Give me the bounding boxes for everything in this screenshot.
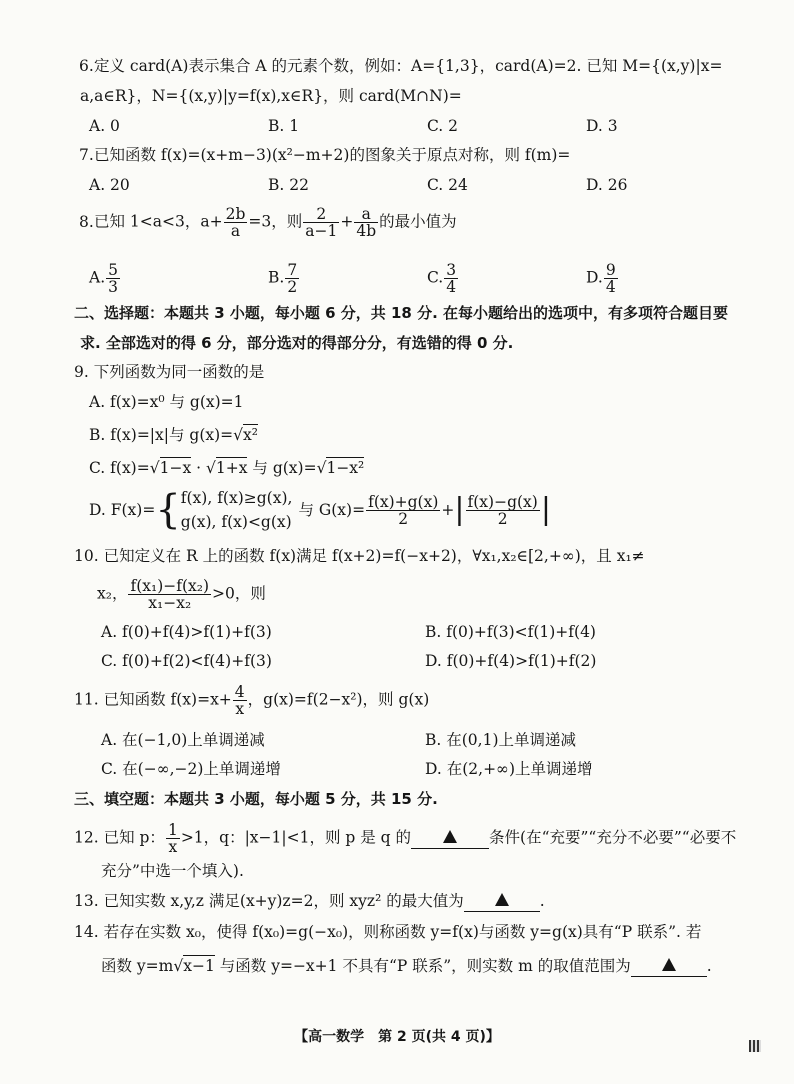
q9-text: 9. 下列函数为同一函数的是: [74, 363, 265, 381]
q8-frac1-num: 2b: [225, 205, 246, 223]
q8-option-a-num: 5: [108, 261, 118, 279]
q12-text-pre: 12. 已知 p：: [74, 828, 165, 847]
q12-text-line2: 充分”中选一个填入).: [101, 862, 244, 880]
q9-d-frac1-den: 2: [398, 509, 409, 528]
q11-text-post: ，g(x)=f(2−x²)，则 g(x): [247, 690, 430, 709]
q8-option-b-num: 7: [287, 261, 298, 279]
q8-option-a: [89, 262, 121, 295]
q9-d-abs-left: |: [454, 492, 465, 527]
section-2-text-2: 求. 全部选对的得 6 分，部分选对的得部分分，有选错的得 0 分.: [80, 334, 514, 352]
q9-c-text: C. f(x)=√: [89, 459, 160, 477]
q8-frac-2b-over-a: [224, 206, 248, 239]
q12-text-post: 条件(在“充要”“充分不必要”“必要不: [489, 828, 737, 847]
q11-frac-num: 4: [234, 683, 245, 701]
q14-text-line1: 14. 若存在实数 x₀，使得 f(x₀)=g(−x₀)，则称函数 y=f(x)与函数 y=g(x)具有“P 联系”. 若: [74, 923, 702, 941]
q8-option-d-label: D.: [586, 268, 603, 287]
q9-option-d: [89, 484, 551, 536]
q12-frac-den: x: [168, 838, 178, 856]
q8-option-c: [427, 262, 459, 295]
q8-option-a-den: 3: [108, 278, 118, 296]
q9-d-cases: [181, 486, 293, 534]
q13-answer-blank[interactable]: [464, 891, 540, 912]
q7-option-b: B. 22: [268, 176, 309, 194]
q11-option-c: C. 在(−∞,−2)上单调递增: [101, 760, 281, 778]
q8-option-c-label: C.: [427, 268, 444, 287]
q10-text-line1: 10. 已知定义在 R 上的函数 f(x)满足 f(x+2)=f(−x+2)，∀x₁,x₂∈[2,+∞)，且 x₁≠: [74, 547, 645, 565]
q9-d-case1: f(x), f(x)≥g(x),: [180, 489, 293, 507]
q10-text-pre: x₂，: [97, 584, 128, 603]
q8-frac2-num: 2: [303, 206, 339, 223]
q14-text-post: .: [706, 957, 712, 975]
q7-option-a: A. 20: [89, 176, 130, 194]
q12-frac-num: 1: [167, 821, 178, 839]
q8-frac3-num: a: [354, 206, 378, 223]
q10-frac: [128, 578, 211, 611]
q14-expression: [101, 956, 712, 977]
q8-option-c-num: 3: [446, 261, 457, 279]
q10-option-b: B. f(0)+f(3)<f(1)+f(4): [425, 623, 596, 641]
page-footer: [0, 1026, 794, 1046]
q14-radicand: x−1: [183, 957, 215, 975]
q6-number: 6.: [79, 57, 94, 75]
triangle-icon: [495, 893, 509, 906]
section-3-text: 三、填空题：本题共 3 小题，每小题 5 分，共 15 分.: [74, 790, 438, 808]
q6-option-b: B. 1: [268, 117, 300, 135]
q9-b-text: B. f(x)=|x|与 g(x)=√: [89, 426, 244, 444]
q11-frac-den: x: [235, 700, 245, 718]
q9-c-radicand3: 1−x²: [326, 459, 365, 477]
q8-option-d-den: 4: [605, 278, 616, 296]
q9-c-mid: · √: [191, 459, 216, 477]
triangle-icon: [443, 830, 457, 843]
q7-option-c: C. 24: [427, 176, 468, 194]
q7-number: 7.: [79, 146, 94, 164]
q8-text-mid: =3，则: [248, 212, 303, 231]
q7-option-d: D. 26: [586, 176, 628, 194]
q6-text-line2: a,a∈R}，N={(x,y)|y=f(x),x∈R}，则 card(M∩N)=: [80, 87, 462, 105]
q9-c-radicand2: 1+x: [215, 459, 248, 477]
q10-option-a: A. f(0)+f(4)>f(1)+f(3): [101, 623, 272, 641]
q9-d-frac1-num: f(x)+g(x): [368, 492, 439, 511]
q10-frac-den: x₁−x₂: [148, 594, 192, 612]
q10-expression: [97, 578, 266, 611]
q13-text: 13. 已知实数 x,y,z 满足(x+y)z=2，则 xyz² 的最大值为: [74, 892, 464, 910]
q14-text-mid: 与函数 y=−x+1 不具有“P 联系”，则实数 m 的取值范围为: [214, 957, 631, 975]
q8-frac-a-over-4b: [354, 206, 378, 239]
q9-b-radicand: x²: [243, 426, 259, 444]
q9-d-frac2: [466, 494, 540, 527]
q9-d-plus: +: [441, 501, 455, 519]
q9-d-mid: 与 G(x)=: [298, 501, 366, 519]
q9-d-case2: g(x), f(x)<g(x): [180, 513, 292, 531]
q14-answer-blank[interactable]: [631, 956, 707, 977]
q8-frac-2-over-a-1: [303, 206, 339, 239]
q11-option-b: B. 在(0,1)上单调递减: [425, 731, 576, 749]
q8-frac3-den: 4b: [356, 222, 377, 240]
q12-answer-blank[interactable]: [411, 828, 489, 849]
q14-text-pre: 函数 y=m√: [101, 957, 184, 975]
q9-option-a: A. f(x)=x⁰ 与 g(x)=1: [89, 393, 244, 411]
triangle-icon: [662, 958, 676, 971]
q13-text-post: .: [539, 892, 545, 910]
q9-d-brace: {: [155, 487, 181, 533]
q9-c-radicand1: 1−x: [159, 459, 192, 477]
q8-option-d: [586, 262, 619, 295]
q6-option-a: A. 0: [89, 117, 120, 135]
q11-option-a: A. 在(−1,0)上单调递减: [101, 731, 265, 749]
q8-frac2-den: a−1: [305, 222, 338, 240]
q8-plus: +: [340, 212, 354, 231]
q9-d-frac1: [366, 494, 440, 527]
q9-option-b: [89, 425, 258, 445]
q11-text-pre: 11. 已知函数 f(x)=x+: [74, 690, 232, 709]
q8-expression: [94, 206, 457, 239]
q12-frac: [166, 822, 180, 855]
footer-text: 【高一数学 第 2 页(共 4 页)】: [294, 1029, 500, 1045]
q9-d-abs-right: |: [540, 492, 551, 527]
q11-option-d: D. 在(2,+∞)上单调递增: [425, 760, 593, 778]
qr-code-icon: [749, 1040, 761, 1052]
q8-option-c-den: 4: [446, 278, 457, 296]
section-2-text-1: 二、选择题：本题共 3 小题，每小题 6 分，共 18 分. 在每小题给出的选项中，有多项符合题目要: [74, 304, 729, 322]
q9-c-mid2: 与 g(x)=√: [247, 459, 327, 477]
q6-option-d: D. 3: [586, 117, 618, 135]
q8-option-b: [268, 262, 300, 295]
q8-option-a-label: A.: [89, 268, 106, 287]
q8-text-pre: 已知 1<a<3，a+: [94, 212, 223, 231]
q6-option-c: C. 2: [427, 117, 459, 135]
q8-text-post: 的最小值为: [379, 212, 457, 231]
q8-number: 8.: [79, 213, 94, 231]
q8-option-b-den: 2: [287, 278, 298, 296]
q13-expression: [74, 891, 545, 912]
q7-text: 已知函数 f(x)=(x+m−3)(x²−m+2)的图象关于原点对称，则 f(m)=: [94, 146, 571, 164]
q8-frac1-den: a: [230, 222, 241, 240]
q8-option-d-num: 9: [605, 261, 616, 279]
q11-expression: [74, 684, 429, 717]
q10-option-c: C. f(0)+f(2)<f(4)+f(3): [101, 652, 272, 670]
q9-d-frac2-den: 2: [497, 509, 508, 528]
q8-option-b-label: B.: [268, 268, 285, 287]
q10-text-post: >0，则: [212, 584, 266, 603]
q9-d-frac2-num: f(x)−g(x): [467, 492, 538, 511]
q12-text-mid: >1，q：|x−1|<1，则 p 是 q 的: [180, 828, 412, 847]
q9-d-text: D. F(x)=: [89, 501, 156, 519]
q12-expression: [74, 822, 736, 855]
q6-text-line1: 定义 card(A)表示集合 A 的元素个数，例如：A={1,3}，card(A)=2. 已知 M={(x,y)|x=: [94, 57, 723, 75]
q9-option-c: [89, 458, 364, 478]
q11-frac: [233, 684, 247, 717]
q10-option-d: D. f(0)+f(4)>f(1)+f(2): [425, 652, 597, 670]
q10-frac-num: f(x₁)−f(x₂): [130, 577, 210, 595]
